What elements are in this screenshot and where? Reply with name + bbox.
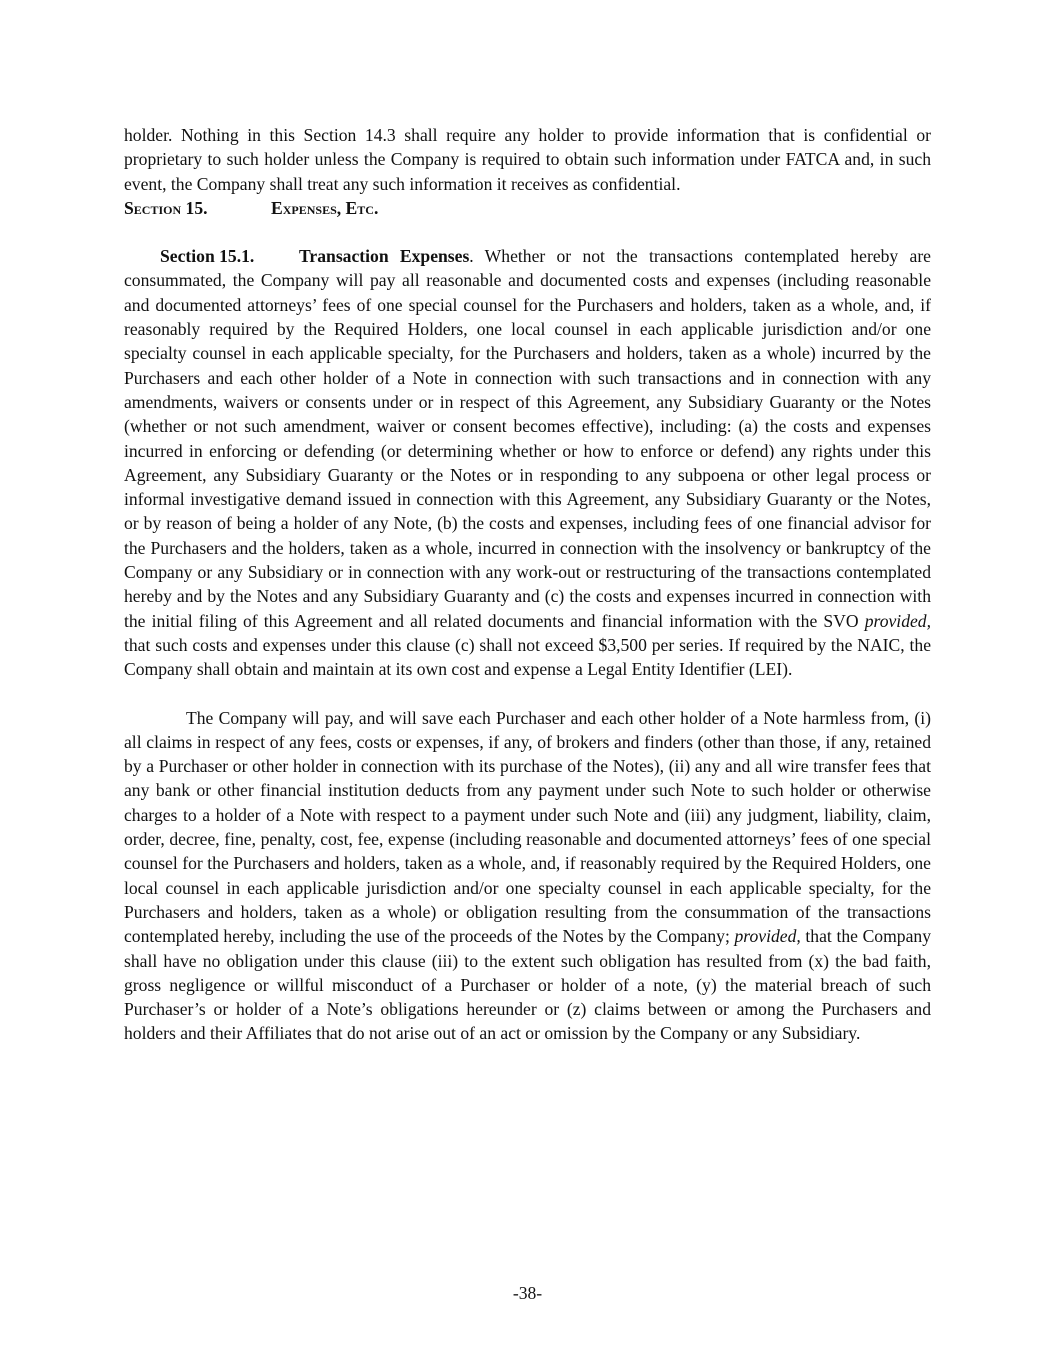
second-paragraph-part2: that the Company shall have no obligation under this clause (iii) to the extent such obligation has resulted from (x) the bad faith, gross negligence or willful misconduct of a Purchaser or holder of a note, (y) the material breach of such Purchaser’s or holder of a Note’s obligations hereunder or (z) claims between or among the Purchasers and holders and their Affiliates that do not arise out of an act or omission by the Company or any Subsidiary.: [124, 926, 931, 1044]
subsection-body-part2: that such costs and expenses under this clause (c) shall not exceed $3,500 per series. If required by the NAIC, the Company shall obtain and maintain at its own cost and expense a Legal Entity Identifier (LEI).: [124, 634, 931, 680]
section-number: Section 15.: [124, 197, 208, 218]
section-heading: [124, 196, 931, 220]
subsection-title: Transaction Expenses: [299, 246, 470, 267]
subsection-title-period: .: [469, 246, 474, 267]
document-page: [124, 123, 931, 1046]
second-paragraph-part1: The Company will pay, and will save each Purchaser and each other holder of a Note harmless from, (i) all claims in respect of any fees, costs or expenses, if any, of brokers and finders (other than those, if any, retained by a Purchaser or other holder in connection with its purchase of the Notes), (ii) any and all wire transfer fees that any bank or other financial institution deducts from any payment under such Note to such holder or otherwise charges to a holder of a Note with respect to a payment under such Note and (iii) any judgment, liability, claim, order, decree, fine, penalty, cost, fee, expense (including reasonable and documented attorneys’ fees of one special counsel for the Purchasers and holders, taken as a whole, and, if reasonably required by the Required Holders, one local counsel in each applicable jurisdiction and/or one specialty counsel in each applicable specialty, for the Purchasers and holders, taken as a whole) or obligation resulting from the consummation of the transactions contemplated hereby, including the use of the proceeds of the Notes by the Company;: [124, 707, 931, 947]
section-title: Expenses, Etc.: [271, 197, 379, 218]
continuation-paragraph: holder. Nothing in this Section 14.3 shall require any holder to provide information that is confidential or proprietary to such holder unless the Company is required to obtain such information under FATCA and, in such event, the Company shall treat any such information it receives as confidential.: [124, 125, 931, 194]
subsection-number: Section 15.1.: [160, 246, 255, 267]
second-paragraph: [124, 706, 931, 1046]
second-paragraph-italic: provided,: [734, 926, 801, 947]
subsection-body-italic: provided,: [864, 610, 931, 631]
subsection-paragraph: [124, 244, 931, 681]
page-number: -38-: [512, 1283, 543, 1303]
subsection-body-part1: Whether or not the transactions contemplated hereby are consummated, the Company will pay all reasonable and documented costs and expenses (including reasonable and documented attorneys’ fees of one special counsel for the Purchasers and holders, taken as a whole, and, if reasonably required by the Required Holders, one local counsel in each applicable jurisdiction and/or one specialty counsel in each applicable specialty, for the Purchasers and holders, taken as a whole) incurred by the Purchasers and each other holder of a Note in connection with such transactions and in connection with any amendments, waivers or consents under or in respect of this Agreement, any Subsidiary Guaranty or the Notes (whether or not such amendment, waiver or consent becomes effective), including: (a) the costs and expenses incurred in enforcing or defending (or determining whether or how to enforce or defend) any rights under this Agreement, any Subsidiary Guaranty or the Notes or in responding to any subpoena or other legal process or informal investigative demand issued in connection with this Agreement, any Subsidiary Guaranty or the Notes, or by reason of being a holder of any Note, (b) the costs and expenses, including fees of one financial advisor for the Purchasers and the holders, taken as a whole, incurred in connection with the insolvency or bankruptcy of the Company or any Subsidiary or in connection with any work-out or restructuring of the transactions contemplated hereby and by the Notes and any Subsidiary Guaranty and (c) the costs and expenses incurred in connection with the initial filing of this Agreement and all related documents and financial information with the SVO: [124, 246, 931, 631]
